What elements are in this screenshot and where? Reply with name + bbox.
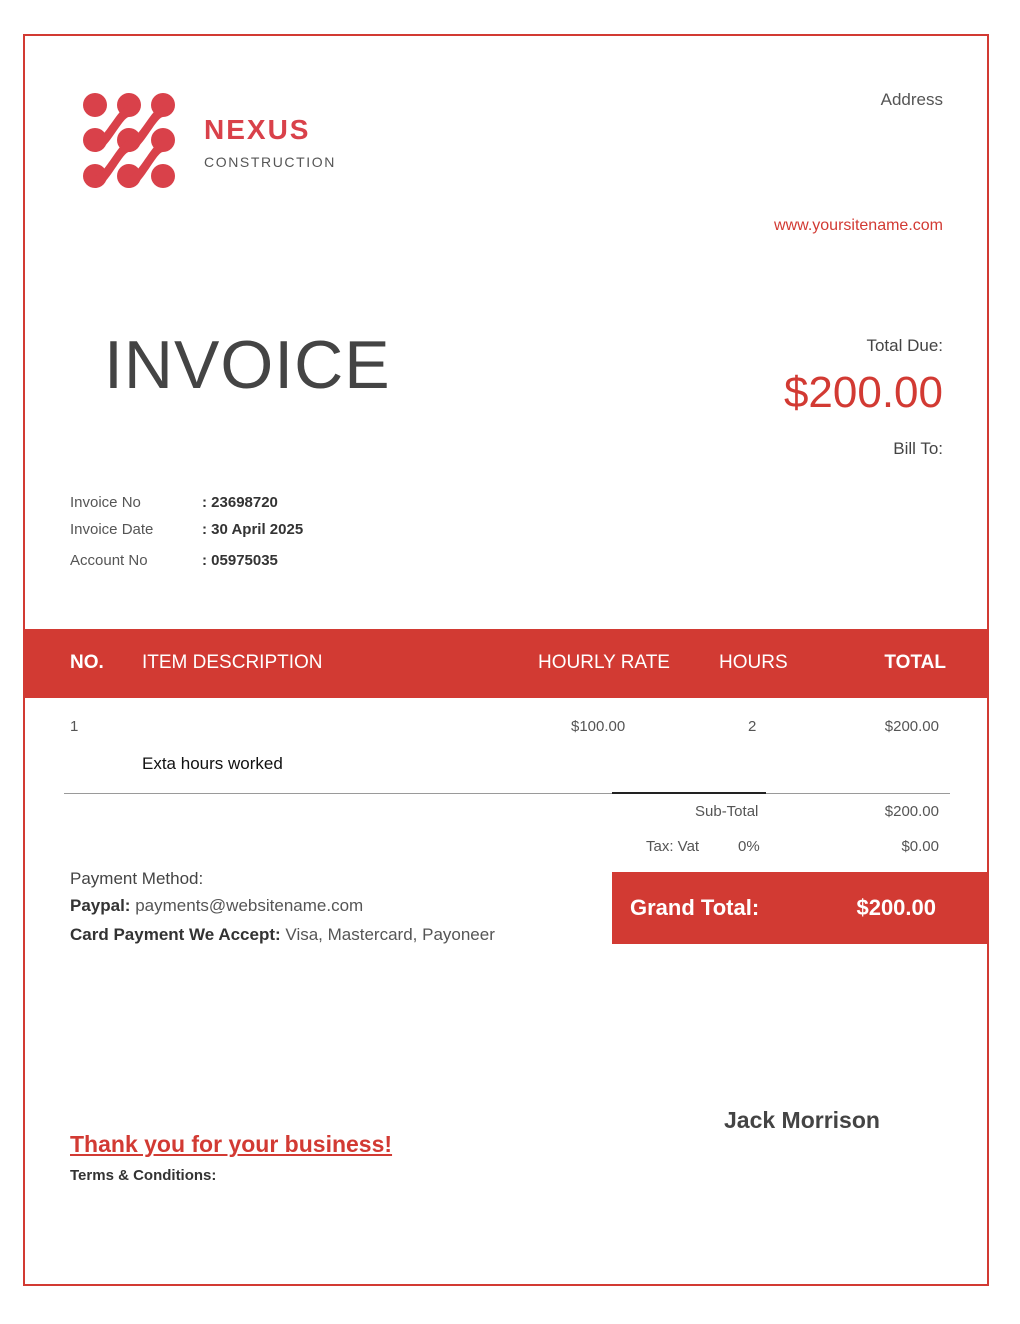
brand-name: NEXUS [204,114,311,145]
table-divider-accent [612,792,766,794]
payment-method-heading: Payment Method: [70,869,204,888]
terms-conditions-label: Terms & Conditions: [70,1167,217,1184]
column-header-hours: HOURS [719,652,788,673]
invoice-title: INVOICE [104,327,391,403]
tax-value: $0.00 [901,838,939,855]
column-header-total: TOTAL [884,652,946,673]
row-hourly-rate: $100.00 [571,718,626,735]
column-header-hourly-rate: HOURLY RATE [538,652,670,673]
thank-you-message: Thank you for your business! [70,1131,393,1157]
paypal-value: payments@websitename.com [135,896,364,915]
card-payment-value: Visa, Mastercard, Payoneer [285,925,495,944]
tax-label: Tax: Vat [646,838,700,855]
account-no-label: Account No [70,552,148,569]
total-due-value: $200.00 [783,368,943,417]
invoice-date-label: Invoice Date [70,521,154,538]
card-payment-label: Card Payment We Accept: [70,925,281,944]
account-no-value: : 05975035 [202,552,278,569]
dots-network-logo-icon [82,90,180,194]
address-label: Address [880,90,943,109]
column-header-no: NO. [70,652,104,673]
website-link[interactable]: www.yoursitename.com [774,217,943,234]
row-hours: 2 [748,718,757,735]
table-divider [64,793,950,794]
row-total: $200.00 [884,718,939,735]
signature-name: Jack Morrison [724,1107,880,1133]
grand-total-value: $200.00 [856,895,936,920]
paypal-line [70,896,363,916]
column-header-description: ITEM DESCRIPTION [142,652,323,673]
row-number: 1 [70,718,79,735]
invoice-no-label: Invoice No [70,494,141,511]
invoice-no-value: : 23698720 [202,494,278,511]
paypal-label: Paypal: [70,896,131,915]
total-due-label: Total Due: [866,336,943,355]
bill-to-label: Bill To: [893,439,943,458]
subtotal-label: Sub-Total [695,803,759,820]
card-payment-line [70,925,495,945]
grand-total-label: Grand Total: [630,895,760,920]
row-description: Exta hours worked [142,754,283,773]
brand-subtitle: CONSTRUCTION [204,154,336,170]
invoice-date-value: : 30 April 2025 [202,521,304,538]
subtotal-value: $200.00 [884,803,939,820]
tax-rate: 0% [738,838,760,855]
